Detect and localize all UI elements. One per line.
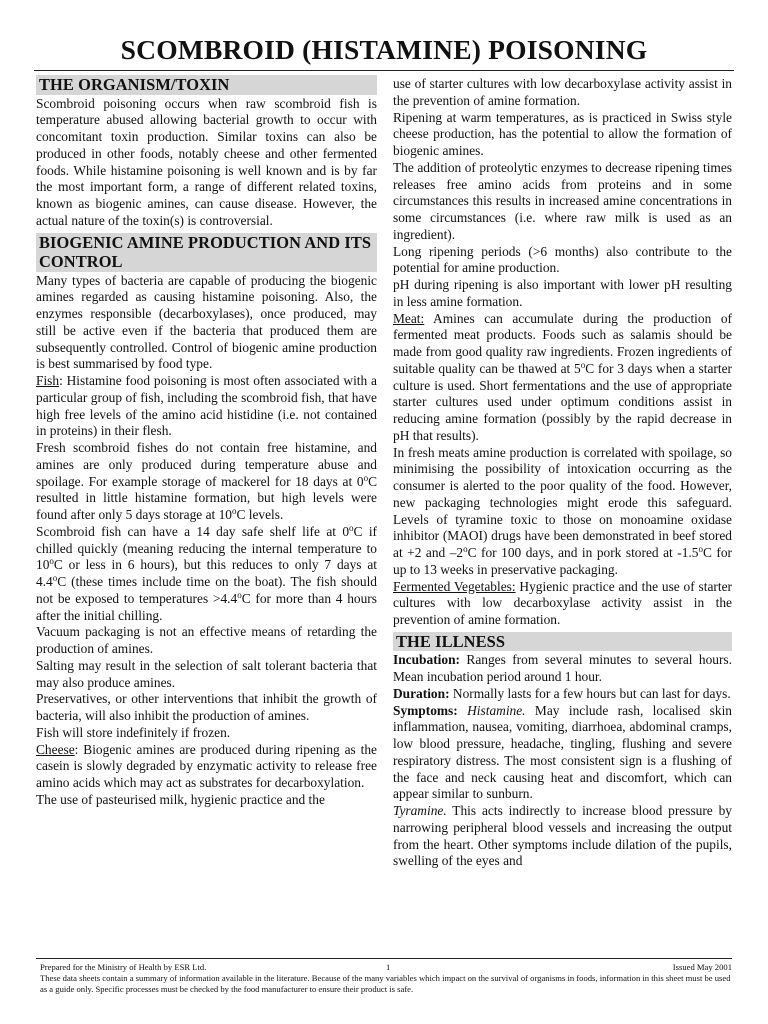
degree-sign: o — [698, 544, 703, 554]
shelf-text-a: Scombroid fish can have a 14 day safe shelf life at 0 — [36, 523, 350, 539]
fresh-text-c: C levels. — [236, 507, 284, 522]
paragraph-shelf-life — [36, 524, 377, 625]
fish-text: : Histamine food poisoning is most often associated with a particular group of fish, including the scombroid fish, that have high free levels of the amino acid histidine (i.e. not contained in proteins) in their flesh. — [36, 373, 377, 439]
paragraph-starter-cultures: use of starter cultures with low decarboxylase activity assist in the prevention of amine formation. — [393, 76, 732, 108]
paragraph-preservatives: Preservatives, or other interventions that inhibit the growth of bacteria, will also inhibit the production of amines. — [36, 691, 377, 723]
incubation-text: Ranges from several minutes to several hours. Mean incubation period around 1 hour. — [393, 652, 732, 684]
shelf-text-c: C or less in 6 hours), but this reduces to only 7 days at 4.4 — [36, 557, 377, 589]
shelf-text-d: C (these times include time on the boat). The fish should not be exposed to temperatures >4.4 — [36, 574, 377, 606]
paragraph-meat — [393, 311, 732, 445]
degree-sign: o — [463, 544, 468, 554]
meat-text-a: Amines can accumulate during the production of fermented meat products. Foods such as salamis should be made from good quality raw ingredients. Frozen ingredients of suitable quality can be thawed at 5 — [393, 310, 732, 376]
degree-sign: o — [363, 472, 369, 483]
duration-label: Duration: — [393, 685, 450, 701]
right-column — [393, 76, 732, 870]
paragraph-tyramine — [393, 803, 732, 870]
footer-divider — [36, 958, 732, 959]
paragraph-salting: Salting may result in the selection of salt tolerant bacteria that may also produce amines. — [36, 657, 377, 690]
page-number: 1 — [386, 962, 391, 972]
paragraph-vacuum: Vacuum packaging is not an effective means of retarding the production of amines. — [36, 624, 377, 656]
title-divider — [34, 70, 734, 71]
footer-disclaimer: These data sheets contain a summary of information available in the literature. Because of the many variables which impact on the survival of organisms in foods, information in this sheet must be used as a guide only. Specific processes must be checked by the food manufacturer to ensure their product is safe. — [40, 973, 731, 994]
paragraph-frozen: Fish will store indefinitely if frozen. — [36, 724, 231, 740]
histamine-text: May include rash, localised skin inflammation, nausea, vomiting, diarrhoea, abdominal cramps, low blood pressure, headache, tingling, flushing and severe respiratory distress. The most consistent sign is a flushing of the face and neck causing heat and discomfort, which can appear similar to sunburn. — [393, 702, 732, 802]
paragraph-fresh-scombroid — [36, 440, 377, 524]
paragraph-fish — [36, 373, 377, 440]
section-heading-biogenic: BIOGENIC AMINE PRODUCTION AND ITS CONTROL — [36, 233, 377, 272]
paragraph-ripening: Ripening at warm temperatures, as is practiced in Swiss style cheese production, has the potential to allow the formation of biogenic amines. — [393, 109, 732, 158]
fresh-meats-text-a: In fresh meats amine production is correlated with spoilage, so minimising the possibility of intoxication occurring as the consumer is alerted to the poor quality of the food. However, new packaging technologies might erode this safeguard. Levels of tyramine toxic to those on monoamine oxidase inhibitor (MAOI) drugs have been demonstrated in beef stored at +2 and –2 — [393, 444, 732, 560]
footer-issued-date: Issued May 2001 — [672, 962, 732, 972]
paragraph-bacteria: Many types of bacteria are capable of producing the biogenic amines regarded as causing histamine poisoning. Also, the enzymes responsible (decarboxylases), once produced, may still be active even if the bacteria that produced them are subsequently controlled. Control of biogenic amine production is best summarised by food type. — [36, 272, 377, 372]
degree-sign: o — [580, 359, 586, 370]
left-column — [36, 72, 377, 809]
fresh-meats-text-c: C for up to 13 weeks in preservative packaging. — [393, 545, 732, 577]
fermented-text: Hygienic practice and the use of starter cultures with low decarboxylase activity assist in the prevention of amine formation. — [393, 578, 732, 627]
histamine-label: Histamine. — [467, 702, 526, 718]
paragraph-incubation — [393, 652, 732, 686]
tyramine-label: Tyramine. — [393, 803, 447, 818]
footer-prepared: Prepared for the Ministry of Health by ESR Ltd. — [40, 962, 207, 972]
paragraph-long-ripening: Long ripening periods (>6 months) also contribute to the potential for amine production. — [393, 243, 732, 276]
paragraph-fermented-vegetables — [393, 579, 732, 629]
section-heading-organism: THE ORGANISM/TOXIN — [36, 75, 377, 95]
symptoms-label: Symptoms: — [393, 702, 458, 718]
fresh-text-a: Fresh scombroid fishes do not contain free histamine, and amines are only produced during temperature abuse and spoilage. For example storage of mackerel for 18 days at 0 — [36, 440, 377, 489]
page-title: SCOMBROID (HISTAMINE) POISONING — [120, 34, 648, 65]
shelf-text-e: C for more than 4 hours after the initial chilling. — [36, 590, 377, 623]
paragraph-proteolytic-enzymes: The addition of proteolytic enzymes to decrease ripening times releases free amino acids from proteins and in some circumstances this results in increased amine concentrations in some circumstances (i.e. where raw milk is used as an ingredient). — [393, 159, 732, 242]
paragraph-duration — [393, 686, 732, 703]
footer-top-row — [40, 962, 732, 973]
fish-label: Fish — [36, 373, 60, 388]
fresh-meats-text-b: C for 100 days, and in pork stored at -1.5 — [467, 545, 699, 560]
paragraph-organism: Scombroid poisoning occurs when raw scombroid fish is temperature abused allowing bacterial growth to occur with concomitant toxin production. Similar toxins can also be produced in other foods, notably cheese and other fermented foods. While histamine poisoning is well known and is by far the most important form, a range of different related toxins, known as biogenic amines, can cause disease. However, the actual nature of the toxin(s) is controversial. — [36, 95, 377, 228]
degree-sign: o — [349, 522, 354, 533]
section-heading-illness: THE ILLNESS — [393, 632, 732, 652]
meat-text-b: C for 3 days when a starter culture is used. Short fermentations and the use of appropriate starter cultures used under optimum conditions assist in reducing amine formation (possibly by the rapid decrease in pH that results). — [393, 360, 732, 443]
fermented-label: Fermented Vegetables: — [393, 578, 516, 594]
degree-sign: o — [52, 573, 58, 583]
degree-sign: o — [231, 506, 237, 516]
paragraph-fresh-meats — [393, 445, 732, 579]
paragraph-symptoms — [393, 703, 732, 804]
cheese-text: : Biogenic amines are produced during ripening as the casein is slowly degraded by enzymatic activity to release free amino acids which may act as substrates for decarboxylation. — [36, 741, 377, 790]
fresh-text-b: C resulted in little histamine formation, but high levels were found after only 5 days storage at 10 — [36, 473, 377, 522]
paragraph-cheese — [36, 742, 377, 792]
degree-sign: o — [49, 556, 54, 567]
paragraph-ph: pH during ripening is also important with lower pH resulting in less amine formation. — [393, 277, 732, 309]
tyramine-text: This acts indirectly to increase blood pressure by narrowing peripheral blood vessels and increasing the output from the heart. Other symptoms include dilation of the pupils, swelling of the eyes and — [393, 803, 732, 869]
shelf-text-b: C if chilled quickly (meaning reducing the internal temperature to 10 — [36, 523, 377, 573]
meat-label: Meat: — [393, 310, 425, 326]
paragraph-pasteurised: The use of pasteurised milk, hygienic practice and the — [36, 791, 325, 807]
duration-text: Normally lasts for a few hours but can last for days. — [449, 685, 731, 701]
cheese-label: Cheese — [36, 741, 75, 757]
incubation-label: Incubation: — [393, 652, 460, 668]
page-footer — [40, 962, 732, 994]
degree-sign: o — [237, 589, 242, 600]
